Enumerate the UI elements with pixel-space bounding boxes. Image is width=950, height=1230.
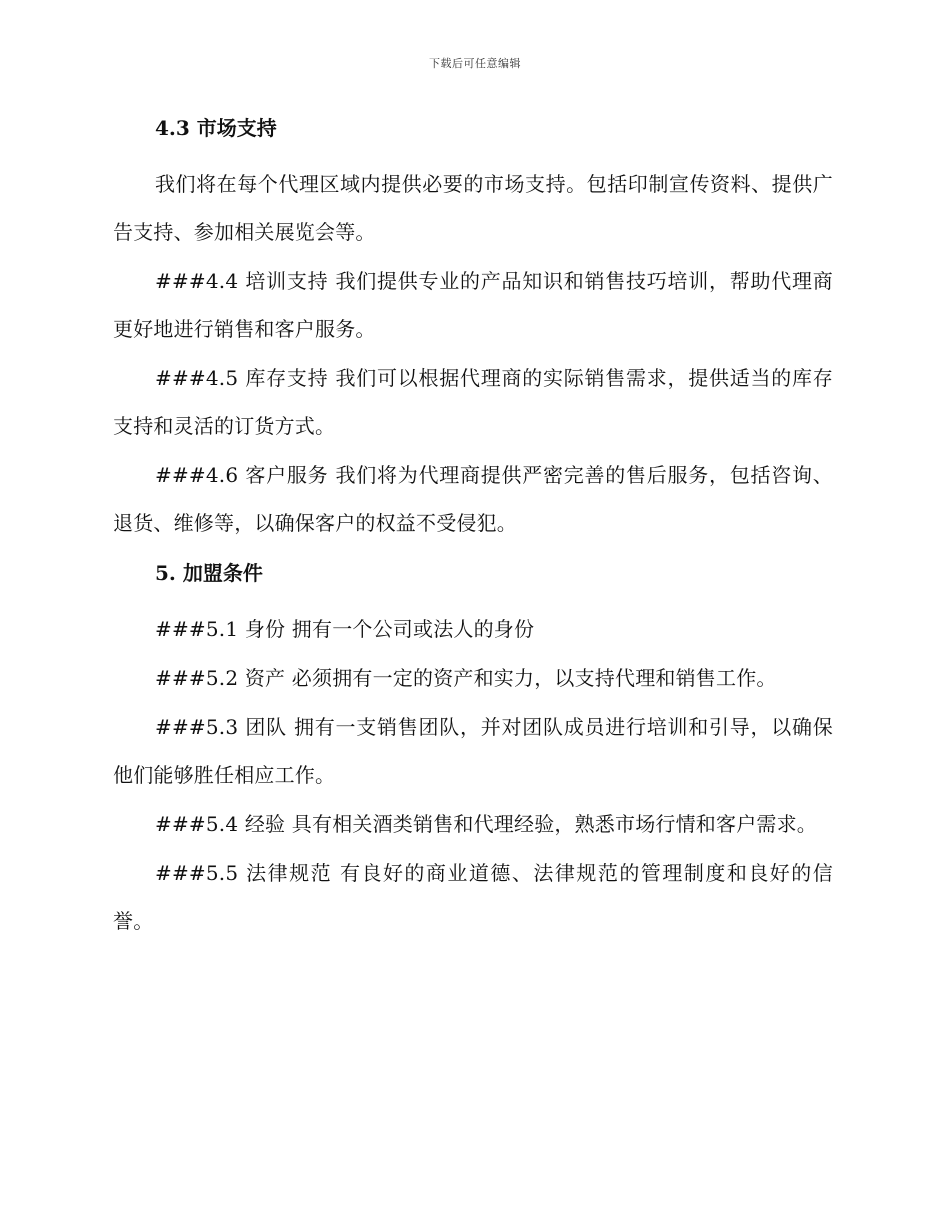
document-body	[113, 112, 833, 946]
paragraph: ###4.4 培训支持 我们提供专业的产品知识和销售技巧培训，帮助代理商更好地进行销售和客户服务。	[113, 269, 833, 341]
paragraph: ###5.2 资产 必须拥有一定的资产和实力，以支持代理和销售工作。	[155, 666, 777, 690]
section-heading: 4.3 市场支持	[155, 116, 277, 140]
section-heading: 5. 加盟条件	[155, 561, 263, 585]
page-header: 下载后可任意编辑	[429, 57, 521, 70]
paragraph: ###5.1 身份 拥有一个公司或法人的身份	[155, 617, 535, 641]
paragraph: ###4.5 库存支持 我们可以根据代理商的实际销售需求，提供适当的库存支持和灵活的订货方式。	[113, 366, 833, 438]
paragraph: ###4.6 客户服务 我们将为代理商提供严密完善的售后服务，包括咨询、退货、维修等，以确保客户的权益不受侵犯。	[113, 463, 833, 535]
paragraph: ###5.3 团队 拥有一支销售团队，并对团队成员进行培训和引导，以确保他们能够胜任相应工作。	[113, 715, 833, 787]
paragraph: ###5.4 经验 具有相关酒类销售和代理经验，熟悉市场行情和客户需求。	[155, 812, 817, 836]
section-5	[113, 557, 833, 945]
paragraph: 我们将在每个代理区域内提供必要的市场支持。包括印制宣传资料、提供广告支持、参加相关展览会等。	[113, 172, 833, 244]
section-4-3	[113, 112, 833, 547]
paragraph: ###5.5 法律规范 有良好的商业道德、法律规范的管理制度和良好的信誉。	[113, 861, 833, 933]
